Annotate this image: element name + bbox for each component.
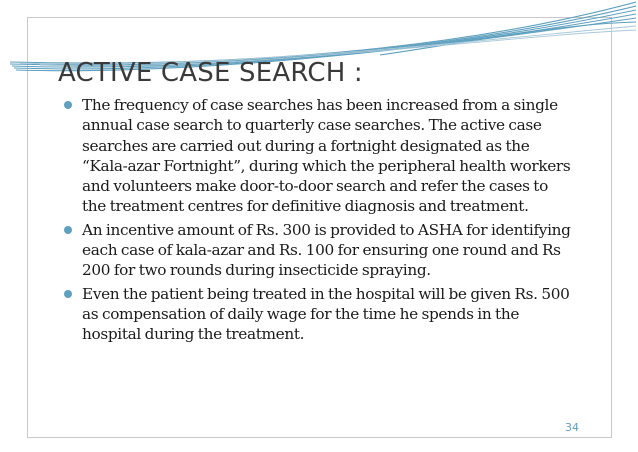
bullet-icon xyxy=(64,101,72,109)
list-item xyxy=(62,95,572,217)
list-item xyxy=(62,220,572,281)
bullet-list xyxy=(62,95,572,348)
bullet-text: Even the patient being treated in the hospital will be given Rs. 500 as compensation of daily wage for the time he spends in the hospital during the treatment. xyxy=(82,284,570,344)
bullet-icon xyxy=(64,290,72,298)
bullet-text: An incentive amount of Rs. 300 is provided to ASHA for identifying each case of kala-azar and Rs. 100 for ensuring one round and Rs 200 for two rounds during insecticide spraying. xyxy=(82,220,571,280)
page-number: 34 xyxy=(565,421,579,434)
slide-title: ACTIVE CASE SEARCH : xyxy=(58,58,363,88)
list-item xyxy=(62,284,572,345)
bullet-text: The frequency of case searches has been increased from a single annual case search to quarterly case searches. The active case searches are carried out during a fortnight designated as the “Kala-azar Fortnight”, during which the peripheral health workers and volunteers make door-to-door search and refer the cases to the treatment centres for definitive diagnosis and treatment. xyxy=(82,96,571,216)
bullet-icon xyxy=(64,226,72,234)
